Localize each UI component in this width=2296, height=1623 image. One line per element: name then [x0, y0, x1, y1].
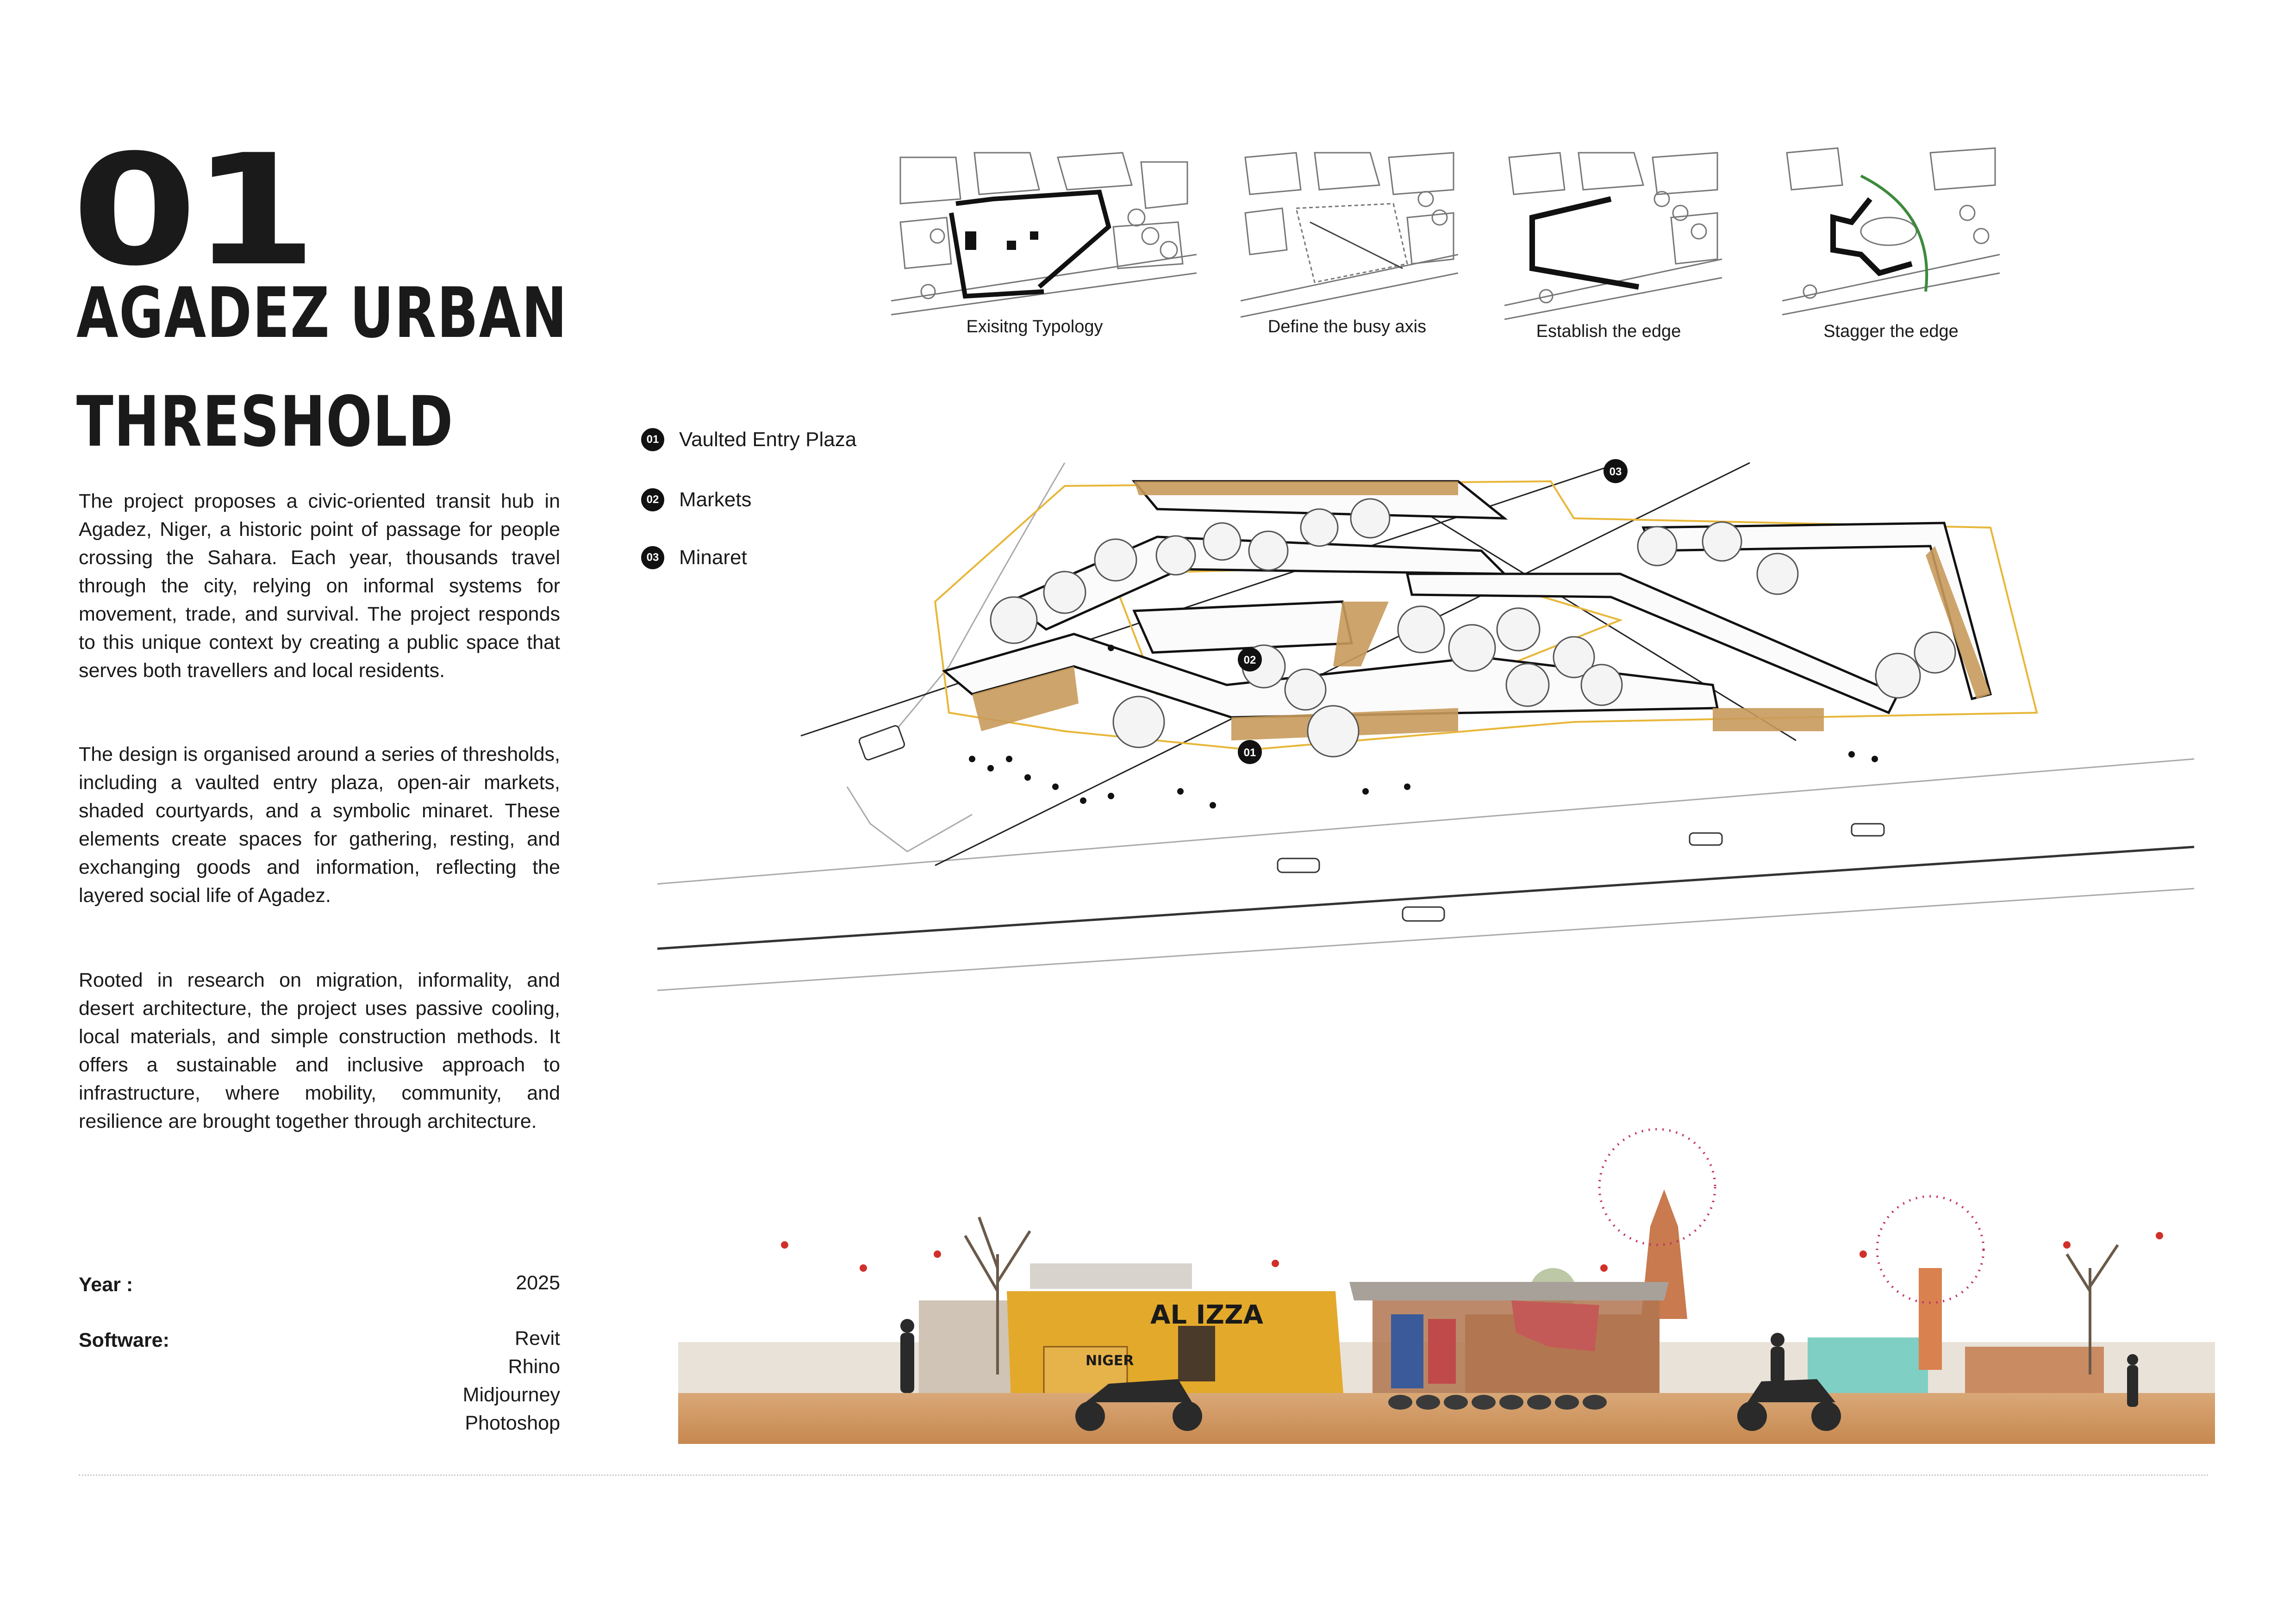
diagram-caption: Exisitng Typology [966, 317, 1103, 336]
axonometric-marker [1238, 740, 1262, 764]
project-title-line-1: AGADEZ URBAN [76, 273, 568, 354]
axonometric-marker [1238, 647, 1262, 672]
legend-label: Minaret [679, 546, 747, 569]
diagram-establish-edge [1504, 148, 1722, 324]
section-divider [79, 1474, 2208, 1476]
software-item: Photoshop [465, 1412, 560, 1434]
marker-label: 02 [1243, 654, 1256, 666]
marker-label: 01 [1243, 746, 1256, 759]
diagram-stagger-edge [1782, 143, 2000, 319]
legend-marker: 02 [641, 488, 664, 511]
diagram-existing-typology [891, 148, 1197, 324]
software-item: Revit [515, 1327, 560, 1349]
axonometric-marker [1603, 459, 1628, 483]
legend-marker: 03 [641, 546, 664, 569]
year-value: 2025 [516, 1272, 560, 1294]
diagram-caption: Define the busy axis [1267, 317, 1427, 336]
shop-sign-niger: NIGER [1086, 1353, 1134, 1369]
software-item: Rhino [508, 1356, 560, 1378]
software-list [370, 1325, 560, 1437]
project-title [76, 259, 568, 477]
project-number: 01 [72, 122, 312, 299]
year-label: Year : [79, 1274, 133, 1296]
diagram-caption: Establish the edge [1536, 322, 1681, 341]
diagram-caption: Stagger the edge [1823, 322, 1959, 341]
description-paragraph-1: The project proposes a civic-oriented transit hub in Agadez, Niger, a historic point of passage for people crossing the Sahara. Each year, thousands travel through the city, relying on informal systems for movement, trade, and survival. The project responds to this unique context by creating a public space that serves both travellers and local residents. [79, 490, 560, 682]
software-item: Midjourney [462, 1384, 560, 1406]
legend-label: Markets [679, 488, 752, 511]
legend-marker: 01 [641, 428, 664, 451]
axonometric-site-drawing [648, 435, 2203, 1009]
streetscape-collage-image [678, 1115, 2215, 1444]
legend-label: Vaulted Entry Plaza [679, 428, 857, 451]
project-title-line-2: THRESHOLD [76, 382, 454, 462]
software-label: Software: [79, 1329, 169, 1351]
diagram-define-busy-axis [1241, 148, 1458, 324]
description-paragraph-2: The design is organised around a series of thresholds, including a vaulted entry plaza, open-air markets, shaded courtyards, and a symbolic minaret. These elements create spaces for gathering, resting, and exchanging goods and information, reflecting the layered social life of Agadez. [79, 743, 560, 907]
description-paragraph-3: Rooted in research on migration, informality, and desert architecture, the project uses passive cooling, local materials, and simple construction methods. It offers a sustainable and inclusive approach to infrastructure, where mobility, community, and resilience are brought together through architecture. [79, 969, 560, 1132]
marker-label: 03 [1609, 466, 1622, 478]
shop-sign-al-izza: AL IZZA [1150, 1300, 1263, 1330]
